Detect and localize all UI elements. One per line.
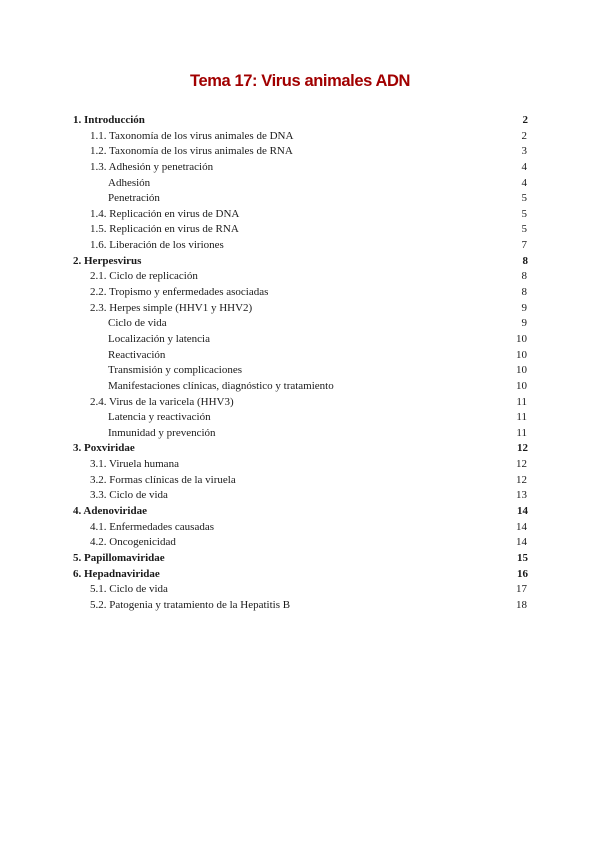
- toc-entry[interactable]: [0, 598, 600, 614]
- toc-entry-page: 8: [521, 286, 527, 299]
- toc-entry[interactable]: [0, 316, 600, 332]
- toc-entry-label: Localización y latencia: [108, 332, 210, 345]
- toc-entry-label: 2.2. Tropismo y enfermedades asociadas: [90, 286, 269, 299]
- toc-entry[interactable]: [0, 129, 600, 145]
- toc-entry-label: 1.3. Adhesión y penetración: [90, 160, 214, 173]
- toc-entry[interactable]: [0, 301, 600, 317]
- toc-entry-page: 7: [521, 239, 527, 252]
- toc-entry-label: 3.2. Formas clínicas de la viruela: [90, 473, 236, 486]
- toc-entry-page: 13: [516, 489, 527, 502]
- toc-entry-page: 3: [521, 145, 527, 158]
- toc-entry[interactable]: [0, 410, 600, 426]
- toc-entry-page: 14: [516, 520, 527, 533]
- toc-entry[interactable]: [0, 426, 600, 442]
- toc-entry[interactable]: [0, 551, 600, 567]
- toc-entry-label: 4. Adenoviridae: [73, 505, 147, 518]
- toc-entry-page: 2: [521, 129, 527, 142]
- toc-entry[interactable]: [0, 113, 600, 129]
- toc-entry[interactable]: [0, 504, 600, 520]
- toc-entry-label: Manifestaciones clínicas, diagnóstico y tratamiento: [108, 379, 334, 392]
- document-title: Tema 17: Virus animales ADN: [190, 72, 410, 90]
- toc-entry-label: Reactivación: [108, 348, 166, 361]
- toc-entry-page: 15: [517, 551, 528, 564]
- toc-entry[interactable]: [0, 379, 600, 395]
- toc-entry-page: 12: [516, 458, 527, 471]
- toc-entry-page: 16: [517, 567, 528, 580]
- toc-entry-page: 5: [521, 207, 527, 220]
- toc-entry[interactable]: [0, 160, 600, 176]
- toc-entry-page: 10: [516, 364, 527, 377]
- toc-entry-page: 10: [516, 348, 527, 361]
- toc-entry-page: 14: [516, 536, 527, 549]
- toc-entry[interactable]: [0, 488, 600, 504]
- toc-entry-label: 6. Hepadnaviridae: [73, 567, 160, 580]
- toc-entry-page: 17: [516, 583, 527, 596]
- toc-entry-page: 11: [516, 395, 527, 408]
- toc-entry-page: 11: [516, 411, 527, 424]
- toc-entry[interactable]: [0, 348, 600, 364]
- toc-entry[interactable]: [0, 567, 600, 583]
- toc-entry-label: 1.2. Taxonomía de los virus animales de RNA: [90, 145, 293, 158]
- toc-entry-label: 1.1. Taxonomía de los virus animales de DNA: [90, 129, 294, 142]
- toc-entry-label: Inmunidad y prevención: [108, 426, 216, 439]
- toc-entry-label: 3. Poxviridae: [73, 442, 135, 455]
- toc-entry-label: Ciclo de vida: [108, 317, 167, 330]
- toc-entry[interactable]: [0, 395, 600, 411]
- toc-entry[interactable]: [0, 285, 600, 301]
- toc-entry[interactable]: [0, 144, 600, 160]
- toc-entry-page: 2: [522, 114, 528, 126]
- toc-entry-page: 12: [516, 473, 527, 486]
- toc-entry-label: 2.3. Herpes simple (HHV1 y HHV2): [90, 301, 253, 314]
- toc-entry-page: 5: [521, 192, 527, 205]
- toc-entry-label: 3.1. Viruela humana: [90, 458, 179, 471]
- toc-entry[interactable]: [0, 222, 600, 238]
- toc-entry-label: 2.4. Virus de la varicela (HHV3): [90, 395, 234, 408]
- toc-entry-label: 5.2. Patogenia y tratamiento de la Hepatitis B: [90, 598, 291, 611]
- toc-entry-label: 1.5. Replicación en virus de RNA: [90, 223, 239, 236]
- toc-entry[interactable]: [0, 441, 600, 457]
- toc-entry-page: 5: [521, 223, 527, 236]
- toc-entry-label: 2.1. Ciclo de replicación: [90, 270, 198, 283]
- toc-entry-label: 1. Introducción: [73, 114, 145, 126]
- toc-entry-page: 9: [521, 317, 527, 330]
- toc-entry-label: 5. Papillomaviridae: [73, 551, 165, 564]
- toc-entry-label: 3.3. Ciclo de vida: [90, 489, 168, 502]
- toc-entry-page: 11: [516, 426, 527, 439]
- toc-entry-page: 8: [521, 270, 527, 283]
- toc-entry-label: Transmisión y complicaciones: [108, 364, 243, 377]
- toc-entry-label: Adhesión: [108, 176, 151, 189]
- toc-entry-label: Penetración: [108, 192, 160, 205]
- toc-entry[interactable]: [0, 238, 600, 254]
- toc-entry-label: 4.1. Enfermedades causadas: [90, 520, 215, 533]
- toc-entry-label: Latencia y reactivación: [108, 411, 211, 424]
- toc-entry-page: 8: [522, 254, 528, 267]
- toc-entry-page: 14: [517, 505, 528, 518]
- toc-entry-label: 1.4. Replicación en virus de DNA: [90, 207, 240, 220]
- toc-entry-label: 2. Herpesvirus: [73, 254, 142, 267]
- toc-entry-page: 18: [516, 598, 527, 611]
- toc-entry[interactable]: [0, 332, 600, 348]
- table-of-contents: [0, 113, 600, 614]
- toc-entry-page: 10: [516, 332, 527, 345]
- toc-entry-page: 4: [521, 160, 527, 173]
- toc-entry-label: 5.1. Ciclo de vida: [90, 583, 168, 596]
- toc-entry-page: 12: [517, 442, 528, 455]
- toc-entry[interactable]: [0, 535, 600, 551]
- toc-entry[interactable]: [0, 254, 600, 270]
- toc-entry[interactable]: [0, 191, 600, 207]
- toc-entry[interactable]: [0, 520, 600, 536]
- toc-entry-label: 1.6. Liberación de los viriones: [90, 239, 224, 252]
- toc-entry[interactable]: [0, 457, 600, 473]
- toc-entry[interactable]: [0, 176, 600, 192]
- toc-entry[interactable]: [0, 269, 600, 285]
- toc-entry[interactable]: [0, 207, 600, 223]
- toc-entry-page: 4: [521, 176, 527, 189]
- toc-entry-page: 9: [521, 301, 527, 314]
- toc-entry[interactable]: [0, 363, 600, 379]
- toc-entry-label: 4.2. Oncogenicidad: [90, 536, 176, 549]
- toc-entry[interactable]: [0, 582, 600, 598]
- toc-entry-page: 10: [516, 379, 527, 392]
- toc-entry[interactable]: [0, 473, 600, 489]
